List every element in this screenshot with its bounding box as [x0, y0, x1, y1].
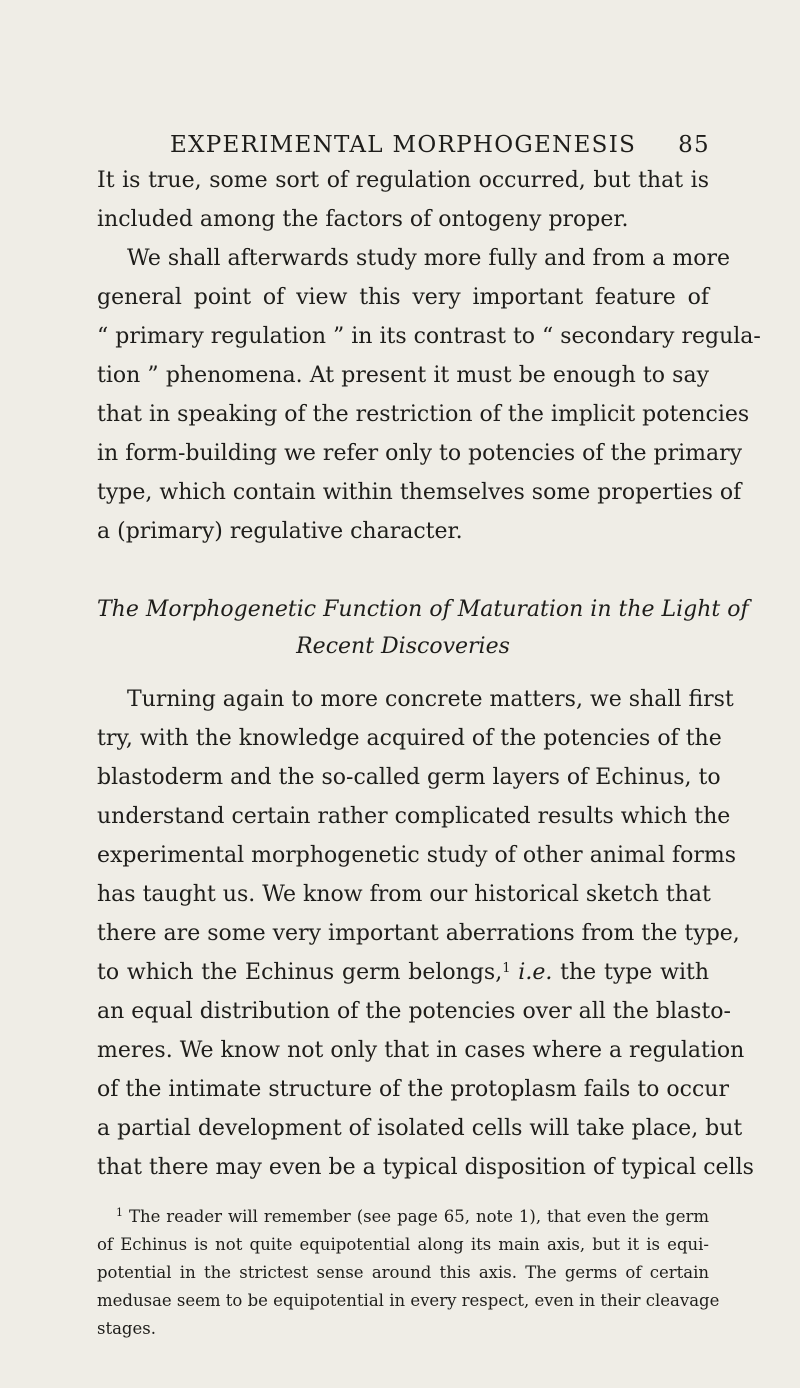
body-line: tion ” phenomena. At present it must be enough to say	[97, 363, 709, 388]
footnote-line: stages.	[97, 1319, 156, 1338]
footnote-reference: 1	[502, 961, 511, 976]
footnote-line: potential in the strictest sense around this axis. The germs of certain	[97, 1263, 709, 1282]
body-line: Turning again to more concrete matters, we shall first	[127, 687, 734, 712]
body-line: that in speaking of the restriction of the implicit potencies	[97, 402, 750, 427]
body-line: has taught us. We know from our historical sketch that	[97, 882, 711, 907]
body-line: in form-building we refer only to potencies of the primary	[97, 441, 743, 466]
body-line: We shall afterwards study more fully and from a more	[127, 246, 731, 271]
body-line: “ primary regulation ” in its contrast to “ secondary regula-	[97, 324, 761, 349]
italic-ie: i.e.	[518, 960, 553, 985]
footnote-line: of Echinus is not quite equipotential along its main axis, but it is equi-	[97, 1235, 709, 1254]
body-line: type, which contain within themselves some properties of	[97, 480, 742, 505]
body-line: meres. We know not only that in cases where a regulation	[97, 1038, 745, 1063]
running-head	[170, 134, 710, 157]
page-number: 85	[678, 132, 710, 158]
body-line: blastoderm and the so-called germ layers of Echinus, to	[97, 765, 721, 790]
footnote: $^1$ The reader will remember (see page 65, note 1), that even the germ	[116, 1206, 709, 1226]
section-heading-line-1: The Morphogenetic Function of Maturation in the Light of	[97, 597, 749, 622]
body-line: It is true, some sort of regulation occurred, but that is	[97, 168, 709, 193]
footnote-marker: 1	[116, 1206, 123, 1219]
section-heading-line-2: Recent Discoveries	[296, 634, 510, 659]
running-head-title: EXPERIMENTAL MORPHOGENESIS	[170, 132, 637, 158]
body-line: understand certain rather complicated results which the	[97, 804, 731, 829]
body-line: of the intimate structure of the protoplasm fails to occur	[97, 1077, 729, 1102]
body-line-with-footnote-ref: to which the Echinus germ belongs,$^1$ i.e. the type with	[97, 960, 709, 985]
body-line: general point of view this very important feature of	[97, 285, 709, 310]
footnote-line: medusae seem to be equipotential in every respect, even in their cleavage	[97, 1291, 720, 1310]
body-line: there are some very important aberrations from the type,	[97, 921, 740, 946]
body-line: experimental morphogenetic study of other animal forms	[97, 843, 737, 868]
body-line: try, with the knowledge acquired of the potencies of the	[97, 726, 722, 751]
body-line: a (primary) regulative character.	[97, 519, 463, 544]
body-line: an equal distribution of the potencies over all the blasto-	[97, 999, 731, 1024]
body-line: that there may even be a typical disposition of typical cells	[97, 1155, 754, 1180]
body-line: a partial development of isolated cells will take place, but	[97, 1116, 743, 1141]
body-line: included among the factors of ontogeny proper.	[97, 207, 629, 232]
